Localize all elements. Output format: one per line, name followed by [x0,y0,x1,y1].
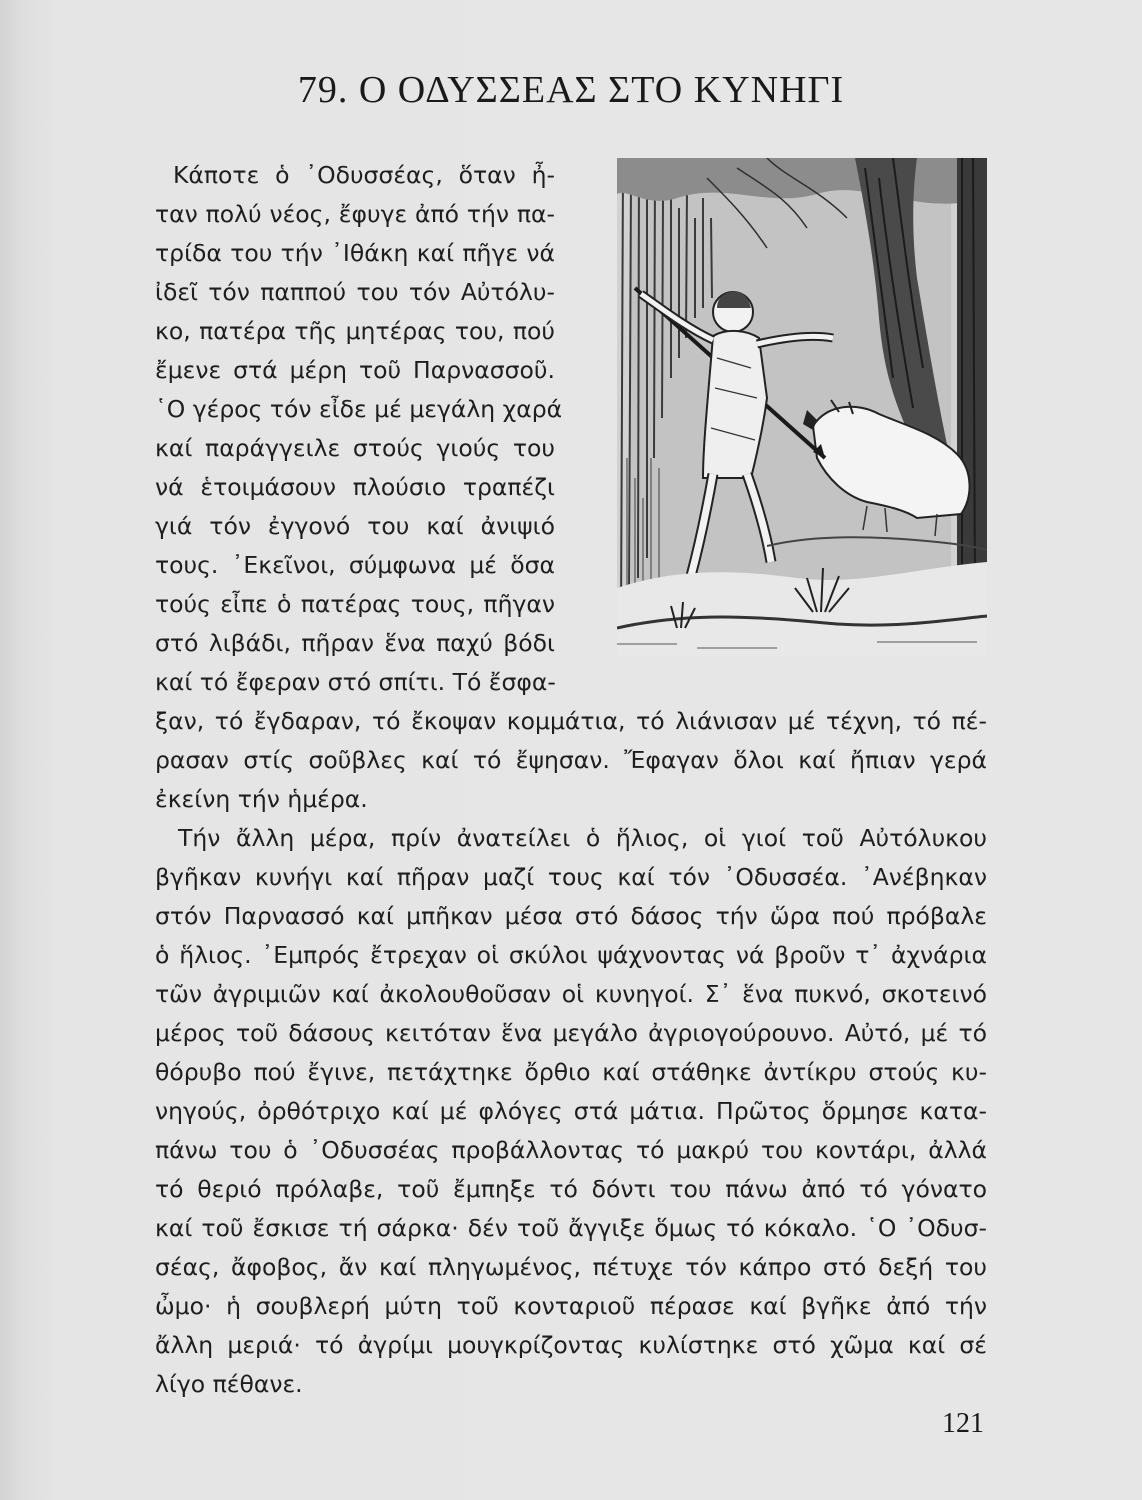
page-number: 121 [942,1408,984,1439]
text-line: πάνω του ὁ ᾿Οδυσσέας προβάλλοντας τό μακρύ του κοντάρι, ἀλλά [155,1136,987,1164]
text-line: ὁ ἥλιος. ᾿Εμπρός ἔτρεχαν οἱ σκύλοι ψάχνοντας νά βροῦν τ᾿ ἀχνάρια [155,941,987,969]
text-line: ξαν, τό ἔγδαραν, τό ἔκοψαν κομμάτια, τό λιάνισαν μέ τέχνη, τό πέ- [155,707,987,735]
text-line: καί παράγγειλε στούς γιούς του [155,434,555,462]
text-line: σέας, ἄφοβος, ἄν καί πληγωμένος, πέτυχε τόν κάπρο στό δεξή του [155,1253,987,1281]
text-line: τρίδα του τήν ᾿Ιθάκη καί πῆγε νά [155,239,555,267]
text-line: νηγούς, ὀρθότριχο καί μέ φλόγες στά μάτια. Πρῶτος ὅρμησε κατα- [155,1097,987,1125]
text-line: ἰδεῖ τόν παππού του τόν Αὐτόλυ- [155,278,555,306]
text-line: στόν Παρνασσό καί μπῆκαν μέσα στό δάσος τήν ὥρα πού πρόβαλε [155,902,987,930]
text-line: ἔμενε στά μέρη τοῦ Παρνασσοῦ. [155,356,555,384]
text-line: νά ἑτοιμάσουν πλούσιο τραπέζι [155,473,555,501]
text-line: Κάποτε ὁ ᾿Οδυσσέας, ὅταν ἦ- [173,161,555,189]
text-line: κο, πατέρα τῆς μητέρας του, πού [155,317,555,345]
chapter-title: 79. Ο ΟΔΥΣΣΕΑΣ ΣΤΟ ΚΥΝΗΓΙ [297,69,845,111]
text-line: γιά τόν ἐγγονό του καί ἀνιψιό [155,512,555,540]
text-line: ταν πολύ νέος, ἔφυγε ἀπό τήν πα- [155,200,555,228]
text-line: ὦμο· ἡ σουβλερή μύτη τοῦ κονταριοῦ πέρασε καί βγῆκε ἀπό τήν [155,1292,987,1320]
text-line: ῾Ο γέρος τόν εἶδε μέ μεγάλη χαρά [155,395,563,423]
text-line: τό θεριό πρόλαβε, τοῦ ἔμπηξε τό δόντι του πάνω ἀπό τό γόνατο [155,1175,987,1203]
text-line: ρασαν στίς σοῦβλες καί τό ἔψησαν. Ἔφαγαν ὅλοι καί ἤπιαν γερά [155,746,987,774]
text-line: λίγο πέθανε. [155,1370,303,1398]
text-line: ἄλλη μεριά· τό ἀγρίμι μουγκρίζοντας κυλίστηκε στό χῶμα καί σέ [155,1331,987,1359]
text-line: καί τό ἔφεραν στό σπίτι. Τό ἔσφα- [155,668,556,696]
text-line: μέρος τοῦ δάσους κειτόταν ἕνα μεγάλο ἀγριογούρουνο. Αὐτό, μέ τό [155,1019,987,1047]
text-line: Τήν ἄλλη μέρα, πρίν ἀνατείλει ὁ ἥλιος, οἱ γιοί τοῦ Αὐτόλυκου [178,824,987,852]
text-line: τούς εἶπε ὁ πατέρας τους, πῆγαν [155,590,555,618]
text-line: καί τοῦ ἔσκισε τή σάρκα· δέν τοῦ ἄγγιξε ὅμως τό κόκαλο. ῾Ο ᾿Οδυσ- [155,1214,987,1242]
odysseus-boar-hunt-illustration [617,158,987,656]
text-line: ἐκείνη τήν ἡμέρα. [155,785,368,813]
text-line: τῶν ἀγριμιῶν καί ἀκολουθοῦσαν οἱ κυνηγοί. Σ᾿ ἕνα πυκνό, σκοτεινό [155,980,987,1008]
text-line: θόρυβο πού ἔγινε, πετάχτηκε ὄρθιο καί στάθηκε ἀντίκρυ στούς κυ- [155,1058,987,1086]
text-line: στό λιβάδι, πῆραν ἕνα παχύ βόδι [155,629,555,657]
text-line: τους. ᾿Εκεῖνοι, σύμφωνα μέ ὅσα [155,551,555,579]
text-line: βγῆκαν κυνήγι καί πῆραν μαζί τους καί τόν ᾿Οδυσσέα. ᾿Ανέβηκαν [155,863,987,891]
